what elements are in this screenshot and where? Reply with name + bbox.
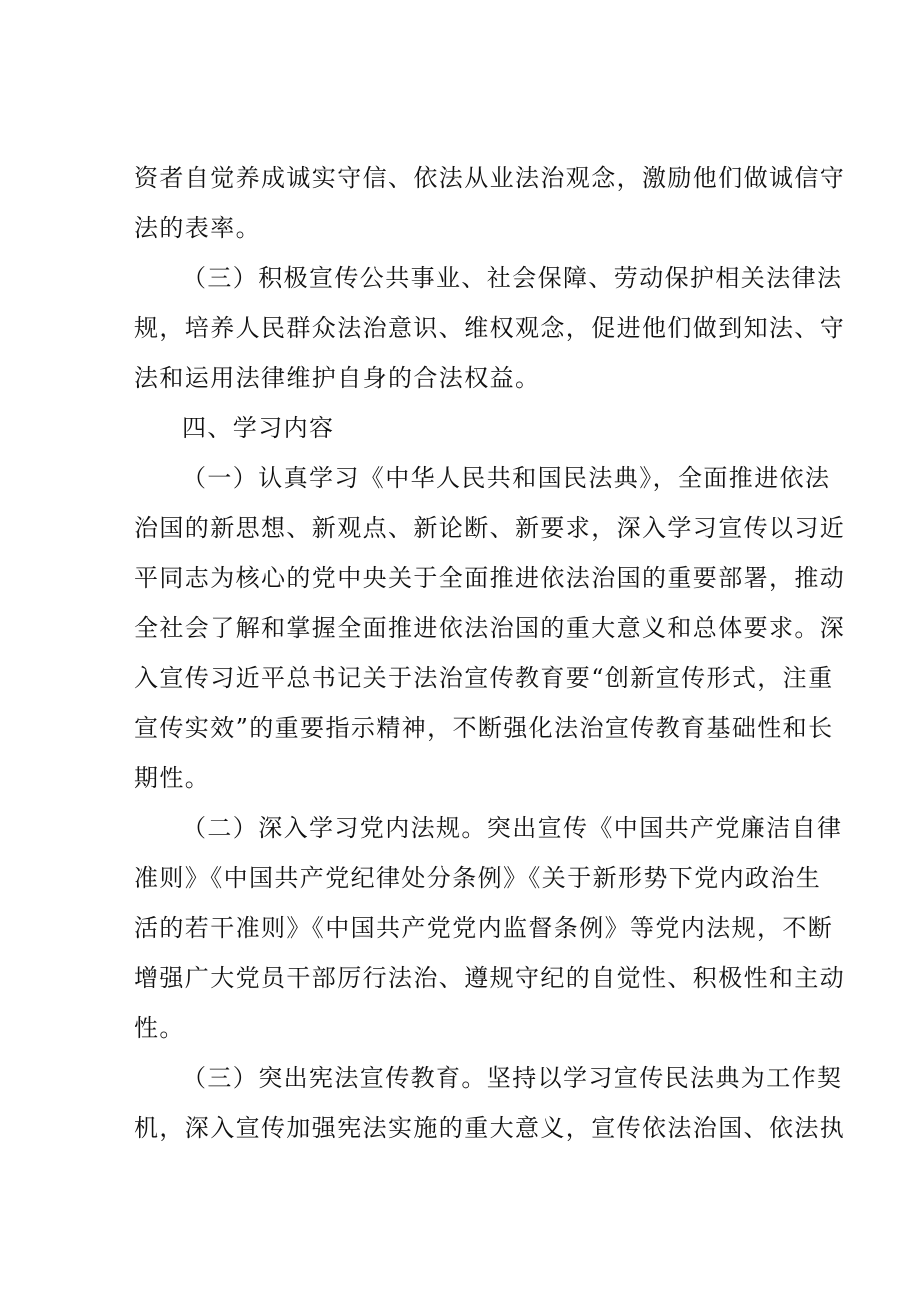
paragraph-line: 宣传实效”的重要指示精神，不断强化法治宣传教育基础性和长 (134, 714, 834, 742)
paragraph-line: 法和运用法律维护自身的合法权益。 (134, 364, 541, 392)
paragraph-line: 资者自觉养成诚实守信、依法从业法治观念，激励他们做诚信守 (134, 164, 846, 192)
paragraph-line: （三）突出宪法宣传教育。坚持以学习宣传民法典为工作契 (182, 1064, 843, 1092)
paragraph-line: 治国的新思想、新观点、新论断、新要求，深入学习宣传以习近 (134, 514, 846, 542)
paragraph-line: 规，培养人民群众法治意识、维权观念，促进他们做到知法、守 (134, 314, 846, 342)
paragraph-line: 全社会了解和掌握全面推进依法治国的重大意义和总体要求。深 (134, 614, 846, 642)
section-heading: 四、学习内容 (182, 414, 335, 442)
paragraph-line: （三）积极宣传公共事业、社会保障、劳动保护相关法律法 (182, 264, 843, 292)
paragraph-line: （二）深入学习党内法规。突出宣传《中国共产党廉洁自律 (182, 814, 843, 842)
paragraph-line: 入宣传习近平总书记关于法治宣传教育要“创新宣传形式，注重 (134, 664, 834, 692)
paragraph-line: 机，深入宣传加强宪法实施的重大意义，宣传依法治国、依法执 (134, 1114, 846, 1142)
paragraph-line: 平同志为核心的党中央关于全面推进依法治国的重要部署，推动 (134, 564, 846, 592)
paragraph-line: （一）认真学习《中华人民共和国民法典》，全面推进依法 (182, 464, 831, 492)
paragraph-line: 期性。 (134, 764, 211, 792)
paragraph-line: 性。 (134, 1014, 185, 1042)
paragraph-line: 增强广大党员干部厉行法治、遵规守纪的自觉性、积极性和主动 (134, 964, 846, 992)
paragraph-line: 法的表率。 (134, 214, 261, 242)
paragraph-line: 活的若干准则》《中国共产党党内监督条例》等党内法规，不断 (134, 914, 834, 942)
paragraph-line: 准则》《中国共产党纪律处分条例》《关于新形势下党内政治生 (134, 864, 822, 892)
